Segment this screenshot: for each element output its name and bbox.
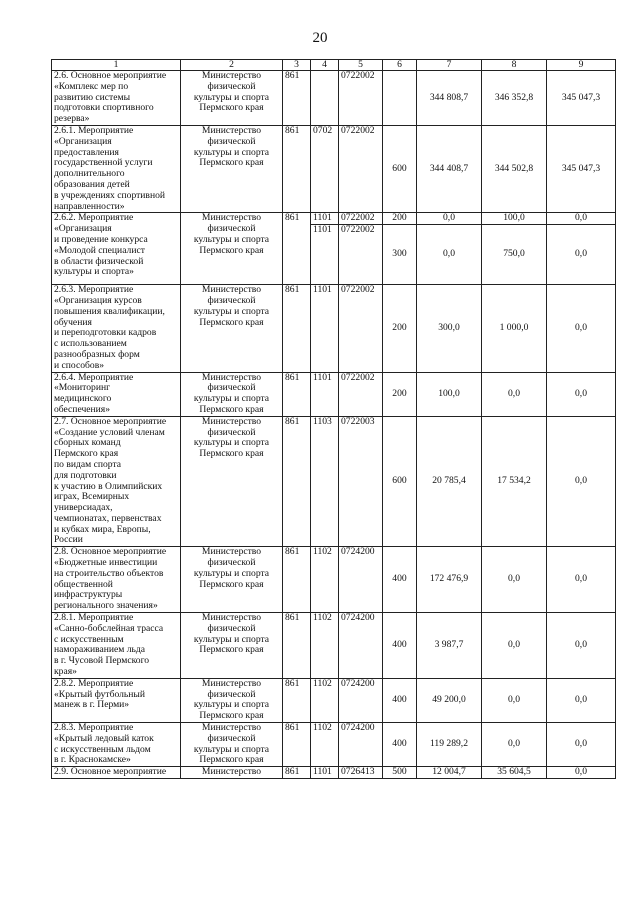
activity-name-line: и проведение конкурса <box>54 233 148 245</box>
responsible-org-line: Министерство <box>201 766 262 778</box>
activity-name <box>52 547 181 613</box>
expense-type-code: 400 <box>383 723 417 767</box>
activity-name-line: для подготовки <box>54 469 117 481</box>
target-code: 0722002 <box>339 372 383 416</box>
amount-col8: 0,0 <box>482 723 547 767</box>
responsible-org <box>181 416 283 547</box>
activity-name-line: по видам спорта <box>54 458 122 470</box>
responsible-org-line: Министерство <box>201 212 262 224</box>
activity-name-line: дополнительного <box>54 168 125 180</box>
ministry-code: 861 <box>283 678 311 722</box>
activity-name-line: с искусственным <box>54 633 124 645</box>
ministry-code: 861 <box>283 213 311 285</box>
responsible-org-line: физической <box>207 135 256 147</box>
amount-col9: 0,0 <box>547 767 616 779</box>
activity-name-line: сборных команд <box>54 437 121 449</box>
expense-type-code: 200 <box>383 285 417 372</box>
responsible-org-line: Министерство <box>201 284 262 296</box>
activity-name-line: 2.8. Основное мероприятие <box>54 546 167 558</box>
target-code: 0726413 <box>339 767 383 779</box>
target-code: 0724200 <box>339 678 383 722</box>
ministry-code: 861 <box>283 723 311 767</box>
column-header: 8 <box>482 60 547 71</box>
activity-name-line: подготовки спортивного <box>54 102 154 114</box>
responsible-org-line: культуры и спорта <box>193 91 270 103</box>
activity-name <box>52 125 181 212</box>
responsible-org-line: Министерство <box>201 722 262 734</box>
responsible-org-line: физической <box>207 622 256 634</box>
activity-name-line: в г. Чусовой Пермского <box>54 655 150 667</box>
activity-name-line: государственной услуги <box>54 157 153 169</box>
responsible-org-line: Министерство <box>201 371 262 383</box>
amount-col8: 346 352,8 <box>482 71 547 126</box>
amount-col9: 345 047,3 <box>547 125 616 212</box>
responsible-org-line: Министерство <box>201 612 262 624</box>
activity-name-line: с искусственным льдом <box>54 743 151 755</box>
activity-name-line: предоставления <box>54 146 119 158</box>
table-row <box>52 416 616 547</box>
table-row <box>52 547 616 613</box>
activity-name-line: 2.9. Основное мероприятие <box>54 766 167 778</box>
activity-name-line: обеспечения» <box>54 403 111 415</box>
amount-col9: 0,0 <box>547 285 616 372</box>
activity-name-line: «Крытый ледовый каток <box>54 732 154 744</box>
section-code <box>311 71 339 126</box>
amount-col8: 750,0 <box>482 225 547 285</box>
activity-name-line: к участию в Олимпийских <box>54 480 163 492</box>
activity-name-line: с использованием <box>54 338 127 350</box>
section-code: 1101 <box>311 213 339 225</box>
responsible-org-line: культуры и спорта <box>193 305 270 317</box>
amount-col8: 0,0 <box>482 613 547 679</box>
activity-name <box>52 678 181 722</box>
amount-col9: 0,0 <box>547 678 616 722</box>
activity-name <box>52 372 181 416</box>
target-code: 0722002 <box>339 285 383 372</box>
target-code: 0722002 <box>339 225 383 285</box>
responsible-org-line: Пермского края <box>199 244 264 256</box>
responsible-org-line: Пермского края <box>199 644 264 656</box>
column-header: 4 <box>311 60 339 71</box>
expense-type-code <box>383 71 417 126</box>
target-code: 0722002 <box>339 125 383 212</box>
responsible-org-line: культуры и спорта <box>193 743 270 755</box>
activity-name <box>52 71 181 126</box>
column-header: 2 <box>181 60 283 71</box>
activity-name-line: «Организация курсов <box>54 294 142 306</box>
amount-col9: 0,0 <box>547 213 616 225</box>
activity-name-line: «Бюджетные инвестиции <box>54 557 158 569</box>
page-number: 20 <box>312 30 328 46</box>
activity-name-line: «Комплекс мер по <box>54 80 129 92</box>
section-code: 1102 <box>311 723 339 767</box>
amount-col8: 344 502,8 <box>482 125 547 212</box>
activity-name-line: «Крытый футбольный <box>54 688 146 700</box>
expense-type-code: 200 <box>383 372 417 416</box>
column-header: 6 <box>383 60 417 71</box>
expense-type-code: 300 <box>383 225 417 285</box>
table-row <box>52 125 616 212</box>
activity-name-line: чемпионатах, первенствах <box>54 512 162 524</box>
activity-name <box>52 285 181 372</box>
target-code: 0722003 <box>339 416 383 547</box>
activity-name-line: регионального значения» <box>54 600 158 612</box>
responsible-org-line: физической <box>207 80 256 92</box>
expense-type-code: 400 <box>383 547 417 613</box>
responsible-org-line: Пермского края <box>199 578 264 590</box>
amount-col8: 35 604,5 <box>482 767 547 779</box>
section-code: 1102 <box>311 547 339 613</box>
responsible-org-line: Пермского края <box>199 448 264 460</box>
amount-col7: 344 408,7 <box>417 125 482 212</box>
activity-name-line: 2.6.2. Мероприятие <box>54 212 134 224</box>
activity-name-line: 2.8.2. Мероприятие <box>54 677 134 689</box>
responsible-org <box>181 613 283 679</box>
column-header: 9 <box>547 60 616 71</box>
activity-name-line: разнообразных форм <box>54 348 140 360</box>
responsible-org-line: физической <box>207 688 256 700</box>
table-body <box>52 60 616 779</box>
responsible-org-line: физической <box>207 382 256 394</box>
section-code: 1102 <box>311 678 339 722</box>
responsible-org <box>181 125 283 212</box>
table-row <box>52 723 616 767</box>
activity-name-line: 2.7. Основное мероприятие <box>54 415 167 427</box>
responsible-org-line: Пермского края <box>199 710 264 722</box>
amount-col7: 300,0 <box>417 285 482 372</box>
amount-col9: 0,0 <box>547 723 616 767</box>
amount-col7: 0,0 <box>417 213 482 225</box>
target-code: 0724200 <box>339 547 383 613</box>
responsible-org-line: Министерство <box>201 677 262 689</box>
responsible-org-line: физической <box>207 732 256 744</box>
column-header: 5 <box>339 60 383 71</box>
responsible-org-line: Пермского края <box>199 403 264 415</box>
responsible-org <box>181 547 283 613</box>
section-code: 1103 <box>311 416 339 547</box>
responsible-org-line: культуры и спорта <box>193 567 270 579</box>
amount-col7: 12 004,7 <box>417 767 482 779</box>
responsible-org-line: Пермского края <box>199 316 264 328</box>
activity-name-line: «Мониторинг <box>54 382 111 394</box>
responsible-org <box>181 767 283 779</box>
amount-col8: 1 000,0 <box>482 285 547 372</box>
ministry-code: 861 <box>283 372 311 416</box>
activity-name-line: медицинского <box>54 393 112 405</box>
activity-name-line: в области физической <box>54 255 144 267</box>
target-code: 0722002 <box>339 213 383 225</box>
column-header: 3 <box>283 60 311 71</box>
amount-col7: 3 987,7 <box>417 613 482 679</box>
activity-name-line: манеж в г. Перми» <box>54 699 130 711</box>
responsible-org <box>181 285 283 372</box>
amount-col8: 0,0 <box>482 547 547 613</box>
activity-name <box>52 767 181 779</box>
amount-col8: 0,0 <box>482 372 547 416</box>
activity-name-line: в учреждениях спортивной <box>54 189 166 201</box>
responsible-org-line: физической <box>207 557 256 569</box>
activity-name <box>52 723 181 767</box>
table-row <box>52 285 616 372</box>
column-header: 7 <box>417 60 482 71</box>
activity-name-line: и кубках мира, Европы, <box>54 523 151 535</box>
ministry-code: 861 <box>283 71 311 126</box>
activity-name-line: «Организация <box>54 223 112 235</box>
activity-name-line: повышения квалификации, <box>54 305 165 317</box>
header-row <box>52 60 616 71</box>
responsible-org-line: культуры и спорта <box>193 393 270 405</box>
activity-name-line: «Санно-бобслейная трасса <box>54 622 164 634</box>
responsible-org-line: Министерство <box>201 546 262 558</box>
column-header: 1 <box>52 60 181 71</box>
ministry-code: 861 <box>283 125 311 212</box>
responsible-org-line: культуры и спорта <box>193 233 270 245</box>
activity-name-line: 2.8.3. Мероприятие <box>54 722 134 734</box>
activity-name-line: резерва» <box>54 113 90 125</box>
expense-type-code: 200 <box>383 213 417 225</box>
responsible-org-line: Министерство <box>201 70 262 81</box>
activity-name <box>52 213 181 285</box>
activity-name-line: и переподготовки кадров <box>54 327 157 339</box>
table-row <box>52 372 616 416</box>
responsible-org-line: Пермского края <box>199 157 264 169</box>
amount-col8: 17 534,2 <box>482 416 547 547</box>
target-code: 0722002 <box>339 71 383 126</box>
amount-col7: 172 476,9 <box>417 547 482 613</box>
activity-name-line: и способов» <box>54 359 105 371</box>
responsible-org-line: Министерство <box>201 124 262 136</box>
amount-col7: 344 808,7 <box>417 71 482 126</box>
activity-name-line: Пермского края <box>54 448 119 460</box>
expense-type-code: 400 <box>383 613 417 679</box>
activity-name-line: 2.6. Основное мероприятие <box>54 70 167 81</box>
activity-name-line: намораживанием льда <box>54 644 146 656</box>
responsible-org-line: Пермского края <box>199 754 264 766</box>
responsible-org-line: культуры и спорта <box>193 633 270 645</box>
activity-name-line: «Создание условий членам <box>54 426 165 438</box>
activity-name-line: играх, Всемирных <box>54 491 130 503</box>
expense-type-code: 500 <box>383 767 417 779</box>
amount-col8: 0,0 <box>482 678 547 722</box>
amount-col7: 49 200,0 <box>417 678 482 722</box>
responsible-org-line: Министерство <box>201 415 262 427</box>
ministry-code: 861 <box>283 285 311 372</box>
responsible-org <box>181 723 283 767</box>
ministry-code: 861 <box>283 416 311 547</box>
responsible-org <box>181 678 283 722</box>
table-row <box>52 678 616 722</box>
responsible-org <box>181 372 283 416</box>
responsible-org-line: физической <box>207 223 256 235</box>
activity-name-line: направленности» <box>54 200 125 212</box>
responsible-org-line: культуры и спорта <box>193 437 270 449</box>
activity-name-line: образования детей <box>54 178 130 190</box>
activity-name-line: «Организация <box>54 135 112 147</box>
amount-col9: 0,0 <box>547 416 616 547</box>
expense-type-code: 600 <box>383 125 417 212</box>
amount-col9: 0,0 <box>547 225 616 285</box>
activity-name-line: универсиадах, <box>54 502 113 514</box>
activity-name-line: общественной <box>54 578 113 590</box>
activity-name-line: на строительство объектов <box>54 567 164 579</box>
ministry-code: 861 <box>283 767 311 779</box>
section-code: 1102 <box>311 613 339 679</box>
activity-name-line: развитию системы <box>54 91 131 103</box>
responsible-org <box>181 71 283 126</box>
section-code: 1101 <box>311 285 339 372</box>
section-code: 1101 <box>311 372 339 416</box>
amount-col7: 100,0 <box>417 372 482 416</box>
ministry-code: 861 <box>283 547 311 613</box>
table-row <box>52 213 616 225</box>
amount-col9: 0,0 <box>547 547 616 613</box>
activity-name <box>52 416 181 547</box>
ministry-code: 861 <box>283 613 311 679</box>
responsible-org-line: физической <box>207 426 256 438</box>
expense-type-code: 400 <box>383 678 417 722</box>
section-code: 1101 <box>311 225 339 285</box>
amount-col9: 0,0 <box>547 372 616 416</box>
activity-name-line: 2.8.1. Мероприятие <box>54 612 134 624</box>
activity-name <box>52 613 181 679</box>
budget-table <box>51 59 616 779</box>
amount-col7: 0,0 <box>417 225 482 285</box>
activity-name-line: 2.6.4. Мероприятие <box>54 371 134 383</box>
activity-name-line: в г. Краснокамске» <box>54 754 131 766</box>
activity-name-line: 2.6.3. Мероприятие <box>54 284 134 296</box>
activity-name-line: «Молодой специалист <box>54 244 145 256</box>
table-row <box>52 767 616 779</box>
section-code: 0702 <box>311 125 339 212</box>
amount-col8: 100,0 <box>482 213 547 225</box>
activity-name-line: инфраструктуры <box>54 589 123 601</box>
activity-name-line: края» <box>54 666 77 678</box>
responsible-org-line: Пермского края <box>199 102 264 114</box>
target-code: 0724200 <box>339 723 383 767</box>
target-code: 0724200 <box>339 613 383 679</box>
responsible-org <box>181 213 283 285</box>
expense-type-code: 600 <box>383 416 417 547</box>
amount-col9: 0,0 <box>547 613 616 679</box>
activity-name-line: обучения <box>54 316 92 328</box>
table-row <box>52 613 616 679</box>
responsible-org-line: культуры и спорта <box>193 699 270 711</box>
responsible-org-line: культуры и спорта <box>193 146 270 158</box>
activity-name-line: 2.6.1. Мероприятие <box>54 124 134 136</box>
activity-name-line: России <box>54 534 83 546</box>
amount-col9: 345 047,3 <box>547 71 616 126</box>
activity-name-line: культуры и спорта» <box>54 266 134 278</box>
amount-col7: 20 785,4 <box>417 416 482 547</box>
table-row <box>52 71 616 126</box>
section-code: 1101 <box>311 767 339 779</box>
amount-col7: 119 289,2 <box>417 723 482 767</box>
responsible-org-line: физической <box>207 294 256 306</box>
